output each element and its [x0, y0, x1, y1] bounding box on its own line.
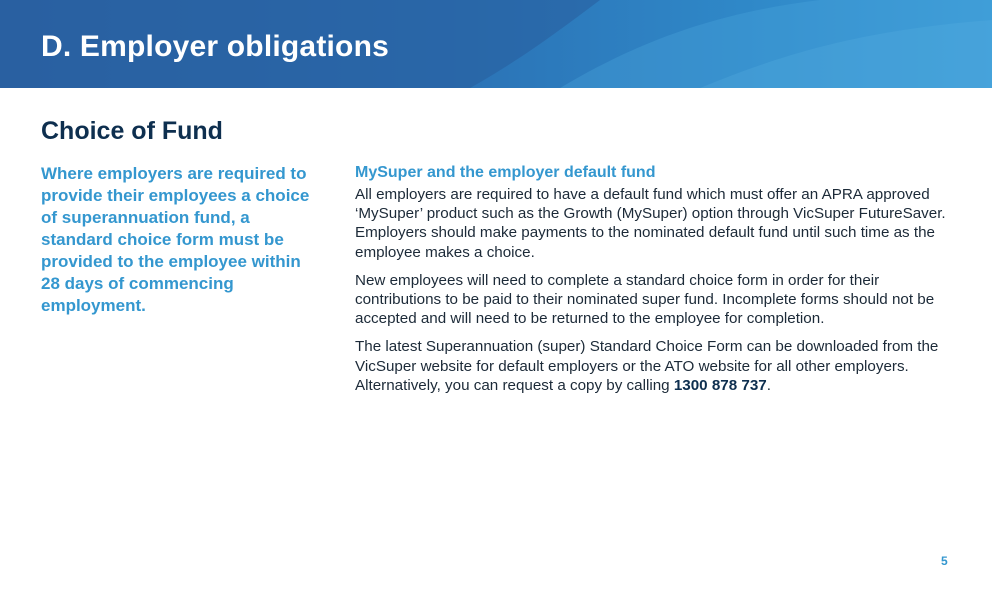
intro-callout: Where employers are required to provide their employees a choice of superannuation fund, a standard choice form must be provided to the employee within 28 days of commencing employment.	[41, 164, 310, 315]
paragraph-new-employees: New employees will need to complete a standard choice form in order for their contributions to be paid to their nominated super fund. Incomplete forms should not be accepted and will need to be returned to the employee for completion.	[355, 271, 935, 328]
page-title: D. Employer obligations	[41, 30, 389, 63]
main-content	[355, 163, 955, 404]
paragraph-choice-form-end: .	[766, 376, 771, 394]
phone-number: 1300 878 737	[673, 376, 767, 394]
paragraph-choice-form-text: The latest Superannuation (super) Standard Choice Form can be downloaded from the VicSuper website for default employers or the ATO website for all other employers. Alternatively, you can request a copy by calling	[355, 338, 939, 394]
header-banner	[0, 0, 992, 88]
paragraph-default-fund: All employers are required to have a default fund which must offer an APRA approved ‘MySuper’ product such as the Growth (MySuper) option through VicSuper FutureSaver. Employers should make payments to the nominated default fund until such time as the employee makes a choice.	[355, 186, 946, 261]
page-number: 5	[941, 554, 948, 568]
paragraph-choice-form	[355, 337, 955, 395]
section-title: Choice of Fund	[41, 117, 223, 145]
subheading: MySuper and the employer default fund	[355, 164, 656, 181]
